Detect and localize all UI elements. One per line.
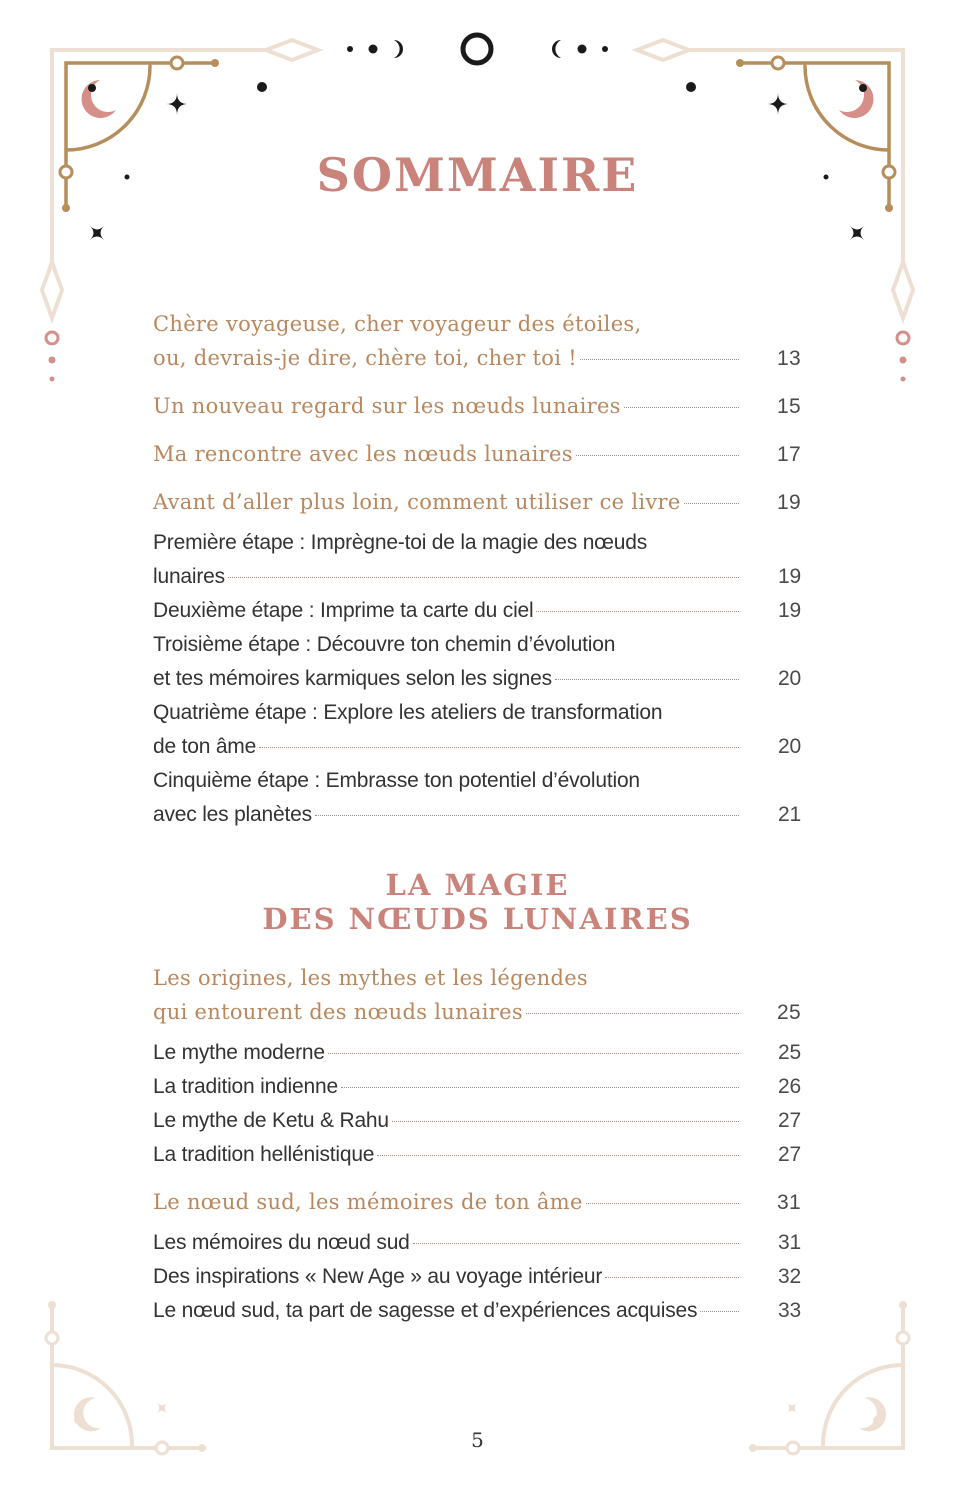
- toc-entry-text: Les mémoires du nœud sud: [153, 1231, 410, 1254]
- toc-entry-text: Troisième étape : Découvre ton chemin d’évolution: [153, 633, 616, 656]
- toc-page-number: 13: [777, 347, 801, 370]
- toc-sub-entry: [153, 1226, 801, 1260]
- dot-icon: [74, 1416, 82, 1424]
- moon-phases-icon: [347, 34, 608, 64]
- cross-star-icon: [151, 1397, 174, 1420]
- dot-leader: [605, 1277, 739, 1278]
- toc-entry-text: Le mythe de Ketu & Rahu: [153, 1109, 389, 1132]
- toc-page-number: 26: [778, 1075, 801, 1098]
- toc-entry-text: Le nœud sud, les mémoires de ton âme: [153, 1190, 583, 1214]
- toc-entry-text: Première étape : Imprègne-toi de la magie des nœuds: [153, 531, 648, 554]
- dot-leader: [586, 1203, 739, 1204]
- toc-chapter-entry: [153, 961, 801, 1030]
- dot-leader: [259, 747, 739, 748]
- frame-node: [211, 59, 219, 67]
- toc-page-number: 31: [777, 1191, 801, 1214]
- toc-page-number: 17: [777, 443, 801, 466]
- toc-entry-text: La tradition hellénistique: [153, 1143, 375, 1166]
- toc-page-number: 21: [778, 803, 801, 826]
- toc-sub-entry: [153, 1104, 801, 1138]
- frame-node: [897, 1332, 909, 1344]
- frame-node: [885, 204, 893, 212]
- toc-page-number: 19: [777, 491, 801, 514]
- toc-page-number: 20: [778, 735, 801, 758]
- toc-sub-entry: [153, 628, 801, 696]
- toc-chapter-entry: [153, 389, 801, 424]
- toc-page-number: 15: [777, 395, 801, 418]
- dot-leader: [555, 679, 739, 680]
- frame-node: [46, 1332, 58, 1344]
- toc-entry-text: Quatrième étape : Explore les ateliers de transformation: [153, 701, 663, 724]
- toc-entry-text: de ton âme: [153, 735, 257, 758]
- sparkle-star-icon: [166, 93, 188, 115]
- toc-entry-text: Un nouveau regard sur les nœuds lunaires: [153, 394, 621, 418]
- toc-entry-text: qui entourent des nœuds lunaires: [153, 1000, 523, 1024]
- dot-icon: [686, 82, 696, 92]
- dot-leader: [526, 1013, 739, 1014]
- toc-chapter-entry: [153, 1185, 801, 1220]
- toc-page-number: 25: [778, 1041, 801, 1064]
- frame-node: [48, 1301, 56, 1309]
- dot-leader: [536, 611, 739, 612]
- toc-entry-text: La tradition indienne: [153, 1075, 338, 1098]
- dot-leader: [624, 407, 739, 408]
- page-number: 5: [471, 1428, 484, 1452]
- toc-page-number: 33: [778, 1299, 801, 1322]
- toc-sub-entry: [153, 764, 801, 832]
- dot-leader: [377, 1155, 739, 1156]
- toc-page-number: 27: [778, 1109, 801, 1132]
- toc-entry-text: Chère voyageuse, cher voyageur des étoiles,: [153, 312, 642, 336]
- page-title: SOMMAIRE: [316, 148, 639, 202]
- toc-chapter-entry: [153, 437, 801, 472]
- cross-star-icon: [781, 1397, 804, 1420]
- crescent-moon-icon: [859, 1397, 886, 1431]
- toc-entry-text: Des inspirations « New Age » au voyage intérieur: [153, 1265, 603, 1288]
- frame-node: [736, 59, 744, 67]
- dot-icon: [859, 84, 867, 92]
- toc-page-number: 20: [778, 667, 801, 690]
- frame-node: [899, 1301, 907, 1309]
- toc-entry-text: lunaires: [153, 565, 225, 588]
- dot-leader: [315, 815, 739, 816]
- toc-entry-text: Le nœud sud, ta part de sagesse et d’expériences acquises: [153, 1299, 698, 1322]
- toc-entry-text: Deuxième étape : Imprime ta carte du ciel: [153, 599, 534, 622]
- table-of-contents-part-2: [153, 961, 801, 1328]
- dot-icon: [873, 1416, 881, 1424]
- dot-leader: [341, 1087, 739, 1088]
- toc-sub-entry: [153, 1138, 801, 1172]
- sparkle-star-icon: [767, 93, 789, 115]
- crescent-moon-icon: [82, 80, 116, 118]
- section-title: [0, 868, 955, 936]
- toc-page-number: 19: [778, 565, 801, 588]
- dot-leader: [392, 1121, 739, 1122]
- section-title-line: DES NŒUDS LUNAIRES: [262, 902, 693, 936]
- toc-entry-text: Cinquième étape : Embrasse ton potentiel d’évolution: [153, 769, 640, 792]
- toc-sub-entry: [153, 594, 801, 628]
- toc-page-number: 19: [778, 599, 801, 622]
- bead-ornament-right: [897, 332, 909, 382]
- toc-entry-text: Les origines, les mythes et les légendes: [153, 966, 589, 990]
- dot-icon: [257, 82, 267, 92]
- toc-chapter-entry: [153, 485, 801, 520]
- crescent-moon-icon: [839, 80, 873, 118]
- cross-star-icon: [83, 219, 111, 247]
- toc-sub-entry: [153, 1260, 801, 1294]
- dot-leader: [576, 455, 739, 456]
- table-of-contents-part-1: [153, 307, 801, 832]
- toc-sub-entry: [153, 1070, 801, 1104]
- dot-leader: [700, 1311, 739, 1312]
- toc-entry-text: Le mythe moderne: [153, 1041, 325, 1064]
- toc-page-number: 27: [778, 1143, 801, 1166]
- toc-entry-text: avec les planètes: [153, 803, 312, 826]
- toc-entry-text: et tes mémoires karmiques selon les signes: [153, 667, 552, 690]
- toc-entry-text: ou, devrais-je dire, chère toi, cher toi !: [153, 346, 577, 370]
- toc-chapter-entry: [153, 307, 801, 376]
- cross-star-icon: [843, 219, 871, 247]
- dot-leader: [580, 359, 739, 360]
- dot-leader: [684, 503, 739, 504]
- toc-page-number: 25: [777, 1001, 801, 1024]
- dot-icon: [88, 84, 96, 92]
- toc-sub-entry: [153, 526, 801, 594]
- dot-leader: [328, 1053, 739, 1054]
- dot-leader: [413, 1243, 739, 1244]
- toc-sub-entry: [153, 696, 801, 764]
- toc-sub-entry: [153, 1294, 801, 1328]
- toc-page-number: 31: [778, 1231, 801, 1254]
- frame-node: [62, 204, 70, 212]
- bead-ornament-left: [46, 332, 58, 382]
- crescent-moon-icon: [74, 1397, 101, 1431]
- toc-entry-text: Ma rencontre avec les nœuds lunaires: [153, 442, 573, 466]
- toc-page-number: 32: [778, 1265, 801, 1288]
- dot-leader: [228, 577, 739, 578]
- toc-entry-text: Avant d’aller plus loin, comment utiliser ce livre: [153, 490, 681, 514]
- frame-node: [171, 57, 183, 69]
- section-title-line: LA MAGIE: [385, 868, 570, 902]
- frame-node: [772, 57, 784, 69]
- toc-sub-entry: [153, 1036, 801, 1070]
